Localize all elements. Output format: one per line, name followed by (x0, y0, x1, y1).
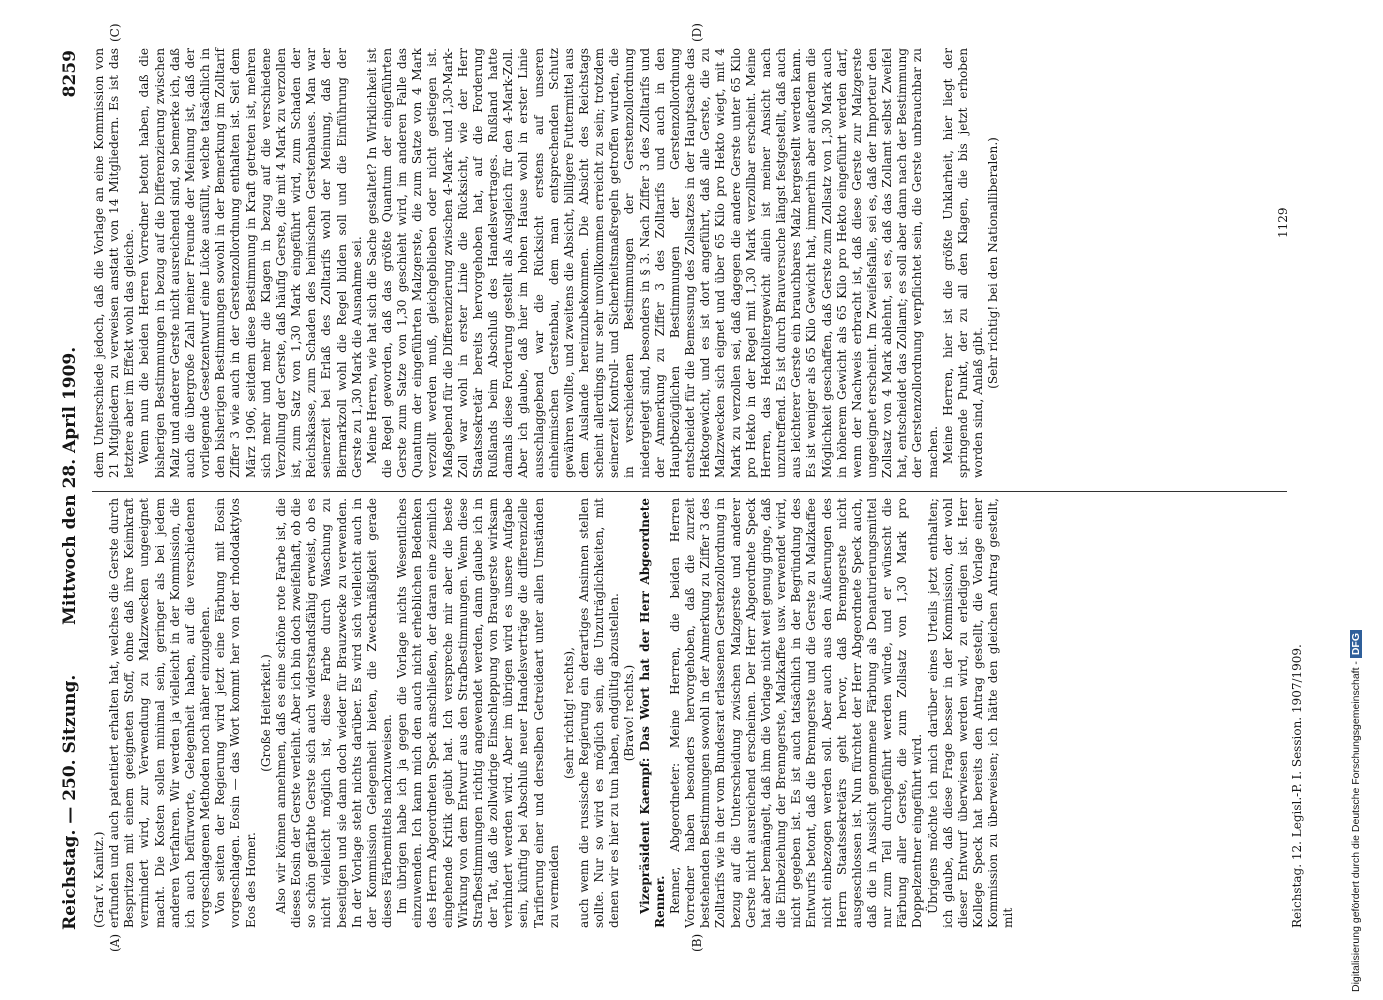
interjection: (Bravo! rechts.) (622, 664, 637, 762)
speaker-introduction: Vizepräsident Kaempf: Das Wort hat der Herr Abgeordnete Renner. (637, 498, 667, 928)
paragraph: Also wir können annehmen, daß es eine schöne rote Farbe ist, die dieses Eosin der Gerste verleiht. Aber ich bin doch zweifelhaft, ob die so schön gefärbte Gerste sich auch widerstandsfähig erweist, ob es nicht vielleicht möglich ist, diese Farbe durch Waschung zu beseitigen und sie dann doch wieder für Brauzwecke zu verwenden. In der Vorlage steht nichts darüber. Es wird sich vielleicht auch in der Kommission Gelegenheit bieten, die Zweckmäßigkeit gerade dieses Färbemittels nachzuweisen. (273, 498, 394, 928)
header-left: Reichstag. — 250. Sitzung. (60, 674, 80, 930)
interjection: (Große Heiterkeit.) (258, 654, 273, 772)
dfg-logo: DFG (1350, 630, 1362, 658)
footer-left: Reichstag. 12. Legisl.-P. I. Session. 1907/1909. (1290, 644, 1304, 928)
interjection: (Sehr richtig! bei den Nationalliberalen.) (986, 137, 1001, 389)
interjection: (sehr richtig! rechts), (561, 647, 576, 780)
page-footer (1276, 48, 1304, 928)
left-column (92, 498, 1272, 928)
paragraph: Meine Herren, wie hat sich die Sache gestaltet? In Wirklichkeit ist die Regel geworden, daß das größte Quantum der eingeführten Gerste zum Satze von 1,30 geschieht wird, im anderen Falle das Quantum der eingeführten Malzgerste, die zum Satze von 4 Mark verzollt werden muß, gleichgeblieben oder nicht gestiegen ist. Maßgebend für die Differenzierung zwischen 4-Mark- und 1,30-Mark-Zoll war wohl in erster Linie die Rücksicht, wie der Herr Staatssekretär bereits hervorgehoben hat, auf die Forderung Rußlands beim Abschluß des Handelsvertrages. Rußland hatte damals diese Forderung gestellt als Ausgleich für den 4-Mark-Zoll. Aber ich glaube, daß hier im hohen Hause wohl in erster Linie ausschlaggebend war die Rücksicht erstens auf unseren einheimischen Gerstenbau, dem man entsprechenden Schutz gewähren wollte, und zweitens die Absicht, billigere Futtermittel aus dem Auslande hereinzubekommen. Die Absicht des Reichstags scheint allerdings nur sehr unvollkommen erreicht zu sein; trotzdem seinerzeit Kontroll- und Sicherheitsmaßregeln getroffen wurden, die in verschiedenen Bestimmungen der Gerstenzollordnung niedergelegt sind, besonders in § 3. Nach Ziffer 3 des Zolltarifs und der Anmerkung zu Ziffer 3 des Zolltarifs und auch in den Hauptbezüglichen Bestimmungen der Gerstenzollordnung entscheidet für die Bemessung des Zollsatzes in der Hauptsache das Hektogewicht, und es ist dort angeführt, daß alle Gerste, die zu Malzzwecken sich eignet und über 65 Kilo pro Hekto wiegt, mit 4 Mark zu verzollen sei, daß dagegen die andere Gerste unter 65 Kilo pro Hekto in der Regel mit 1,30 Mark verzollbar erscheint. Meine Herren, das Hektolitergewicht allein ist meiner Ansicht nach unzutreffend. Es ist durch Brauversuche längst festgestellt, daß auch aus leichterer Gerste ein brauchbares Malz hergestellt werden kann. Es ist weniger als 65 Kilo Gewicht hat, immerhin aber außerdem die Möglichkeit geschaffen, daß Gerste zum Zollsatz von 1,30 Mark auch in höherem Gewicht als 65 Kilo pro Hekto eingeführt werden darf, wenn der Nachweis erbracht ist, daß diese Gerste zur Malzgerste ungeeignet erscheint. Im Zweifelsfalle, sei es, daß der Importeur den Zollsatz von 4 Mark ablehnt, sei es, daß das Zollamt selbst Zweifel hat, entscheidet das Zollamt; es soll aber dann nach der Bestimmung der Gerstenzollordnung verpflichtet sein, die Gerste unbrauchbar zu machen. (364, 48, 940, 478)
header-date: Mittwoch den 28. April 1909. (60, 346, 80, 625)
header-page-number: 8259 (60, 50, 80, 98)
paragraph: erfunden und auch patentiert erhalten hat, welches die Gerste durch Bespritzen mit einem geeigneten Stoff, ohne daß ihre Keimkraft vermindert wird, zur Verwendung zu Malzzwecken ungeeignet macht. Die Kosten sollen minimal sein, geringer als bei jedem anderen Verfahren. Wir werden ja vielleicht in der Kommission, die ich auch befürworte, Gelegenheit haben, auf die verschiedenen vorgeschlagenen Methoden noch näher einzugehen. (107, 498, 213, 928)
speaker-note: (Graf v. Kanitz.) (92, 831, 106, 928)
digitization-note: Digitalisierung gefördert durch die Deutsche Forschungsgemeinschaft - (1350, 661, 1362, 992)
margin-marker-c: (C) (108, 23, 122, 42)
footer-page-number: 1129 (1276, 207, 1290, 238)
paragraph: Übrigens möchte ich mich darüber eines Urteils jetzt enthalten; ich glaube, daß diese Frage besser in der Kommission, der wohl dieser Entwurf überwiesen werden wird, zu erledigen ist. Herr Kollege Speck hat bereits den Antrag gestellt, die Vorlage einer Kommission zu überweisen; ich hätte den gleichen Antrag gestellt, mit (925, 498, 1016, 928)
paragraph: Von seiten der Regierung wird jetzt eine Färbung mit Eosin vorgeschlagen. Eosin — das Wort kommt her von der rhododaktylos Eos des Homer. (213, 498, 258, 928)
column-divider (92, 491, 1287, 492)
running-header (60, 50, 86, 930)
right-column (92, 48, 1272, 478)
paragraph: Meine Herren, hier ist die größte Unklarheit, hier liegt der springende Punkt, der zu all den Klagen, die bis jetzt erhoben worden sind, Anlaß gibt. (940, 48, 986, 478)
margin-marker-a: (A) (108, 933, 122, 952)
paragraph: dem Unterschiede jedoch, daß die Vorlage an eine Kommission von 21 Mitgliedern zu verweisen anstatt von 14 Mitgliedern. Es ist das letztere aber im Effekt wohl das gleiche. (92, 48, 137, 478)
margin-marker-d: (D) (690, 23, 704, 42)
digitization-credit (1350, 392, 1362, 992)
paragraph: auch wenn die russische Regierung ein derartiges Ansinnen stellen sollte. Nur so wird es möglich sein, die Unzuträglichkeiten, mit denen wir es hier zu tun haben, endgültig abzustellen. (577, 498, 622, 928)
paragraph: Wenn nun die beiden Herren Vorredner betont haben, daß die bisherigen Bestimmungen in bezug auf die Differenzierung zwischen Malz und anderer Gerste nicht ausreichend sind, so bemerke ich, daß auch die übergroße Zahl meiner Freunde der Meinung ist, daß der vorliegende Gesetzentwurf eine Lücke ausfüllt, welche tatsächlich in den bisherigen Bestimmungen sowohl in der Bemerkung im Zolltarif Ziffer 3 wie auch in der Gerstenzollordnung enthalten ist. Seit dem März 1906, seitdem diese Bestimmung in Kraft getreten ist, mehren sich mehr und mehr die Klagen in bezug auf die verschiedene Verzollung der Gerste, daß häufig Gerste, die mit 4 Mark zu verzollen ist, zum Satz von 1,30 Mark eingeführt wird, zum Schaden der Reichskasse, zum Schaden des heimischen Gerstenbaues. Man war seinerzeit bei Erlaß des Zolltarifs wohl der Meinung, daß der Biermarkzoll wohl die Regel bilden soll und die Einführung der Gerste zu 1,30 Mark die Ausnahme sei. (137, 48, 364, 478)
speech-paragraph: Renner, Abgeordneter: Meine Herren, die beiden Herren Vorredner haben besonders hervorgehoben, daß die zurzeit bestehenden Bestimmungen sowohl in der Anmerkung zu Ziffer 3 des Zolltarifs wie in der vom Bundesrat erlassenen Gerstenzollordnung in bezug auf die Unterscheidung zwischen Malzgerste und anderer Gerste nicht ausreichend erscheinen. Der Herr Abgeordnete Speck hat aber bemängelt, daß ihm die Vorlage nicht weit genug ginge, daß die Einbeziehung der Brenngerste, Malzkaffee usw. verwendet wird, nicht gegeben ist. Es ist auch tatsächlich in der Begründung des Entwurfs betont, daß die Brenngerste und die Gerste zu Malzkaffee nicht einbezogen werden soll. Aber auch aus den Äußerungen des Herrn Staatssekretärs geht hervor, daß Brenngerste nicht ausgeschlossen ist. Nun fürchtet der Herr Abgeordnete Speck auch, daß die in Aussicht genommene Färbung als Denaturierungsmittel nur zum Teil durchgeführt werden würde, und er wünscht die Färbung aller Gerste, die zum Zollsatz von 1,30 Mark pro Doppelzentner eingeführt wird. (667, 498, 925, 928)
paragraph: Im übrigen habe ich ja gegen die Vorlage nichts Wesentliches einzuwenden. Ich kann mich den auch nicht erheblichen Bedenken des Herrn Abgeordneten Speck anschließen, der daran eine ziemlich eingehende Kritik geübt hat. Ich verspreche mir aber die beste Wirkung von dem Entwurf aus den Strafbestimmungen. Wenn diese Strafbestimmungen richtig angewendet werden, dann glaube ich in der Tat, daß die zollwidrige Einschleppung von Braugerste wirksam verhindert werden wird. Aber im übrigen wird es unsere Aufgabe sein, künftig bei Abschluß neuer Handelsverträge die differenzielle Tarifierung einer und derselben Getreideart unter allen Umständen zu vermeiden (395, 498, 561, 928)
margin-marker-b: (B) (690, 933, 704, 952)
